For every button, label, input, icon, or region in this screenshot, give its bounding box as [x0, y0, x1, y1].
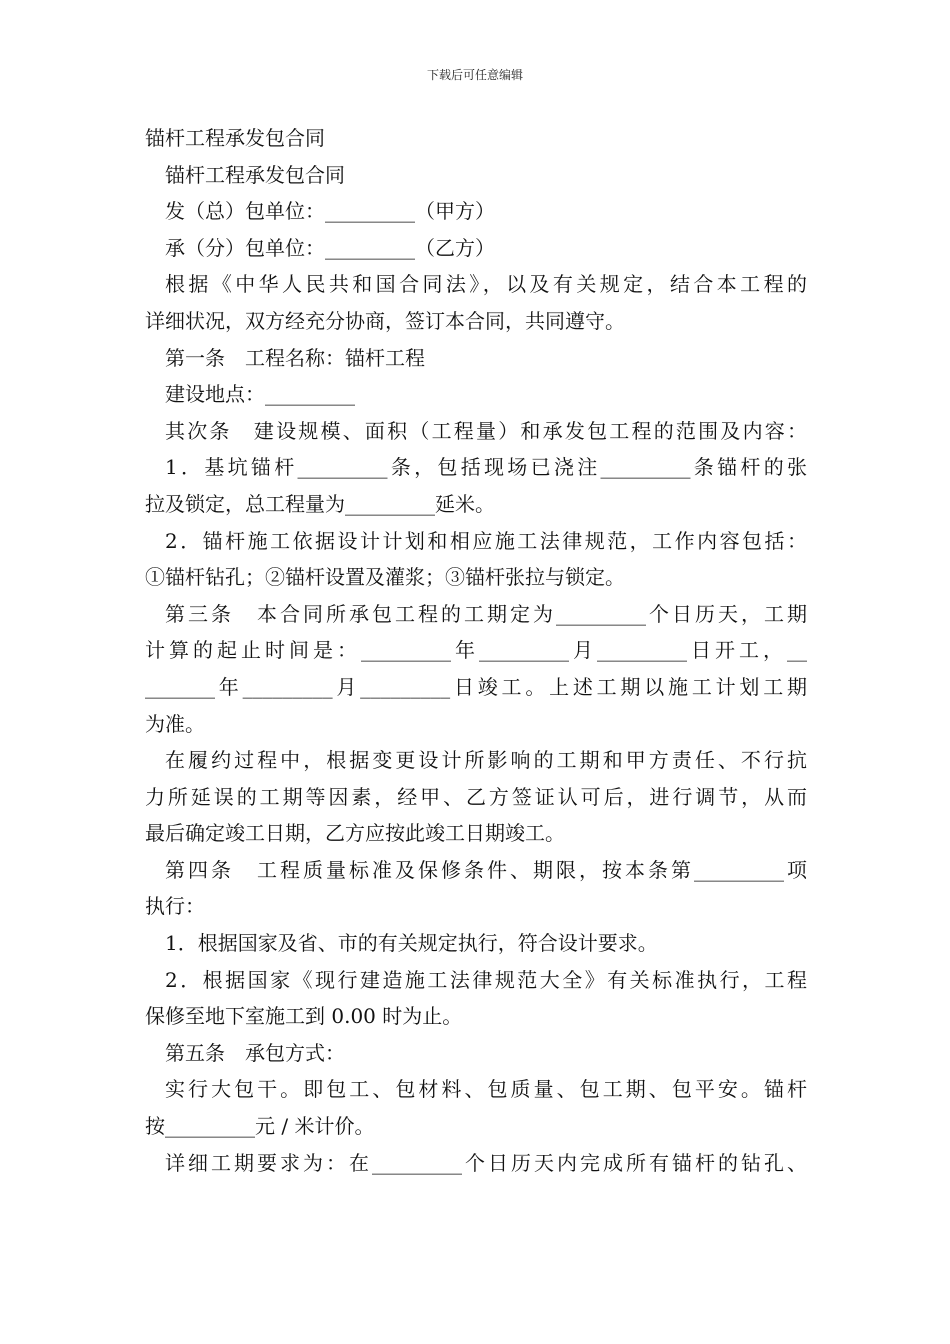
document-line: ①锚杆钻孔；②锚杆设置及灌浆；③锚杆张拉与锁定。 [145, 565, 625, 590]
document-line: 锚杆工程承发包合同 [165, 162, 345, 187]
document-line: 力所延误的工期等因素，经甲、乙方签证认可后，进行调节，从而 [145, 784, 807, 809]
document-line: 计算的起止时间是：_________年_________月_________日开工，__ [145, 638, 807, 663]
document-line: 按_________元 / 米计价。 [145, 1114, 375, 1139]
document-line: 2．锚杆施工依据设计计划和相应施工法律规范，工作内容包括： [165, 528, 807, 553]
document-line: 实行大包干。即包工、包材料、包质量、包工期、包平安。锚杆 [165, 1077, 807, 1102]
document-line: 其次条 建设规模、面积（工程量）和承发包工程的范围及内容： [165, 418, 807, 443]
document-line: 2．根据国家《现行建造施工法律规范大全》有关标准执行，工程 [165, 967, 807, 992]
document-line: 第四条 工程质量标准及保修条件、期限，按本条第_________项 [165, 857, 807, 882]
document-body [145, 120, 807, 1181]
document-line: 发（总）包单位：_________（甲方） [165, 199, 495, 224]
document-line: 详细状况，双方经充分协商，签订本合同，共同遵守。 [145, 308, 625, 333]
document-title: 锚杆工程承发包合同 [145, 126, 325, 150]
document-line: 第五条 承包方式： [165, 1040, 345, 1065]
document-line: 建设地点：_________ [165, 382, 355, 407]
document-line: 根据《中华人民共和国合同法》，以及有关规定，结合本工程的 [165, 272, 807, 297]
document-line: 第一条 工程名称：锚杆工程 [165, 345, 425, 370]
document-line: _______年_________月_________日竣工。上述工期以施工计划工期 [145, 674, 807, 699]
document-line: 1．基坑锚杆_________条，包括现场已浇注_________条锚杆的张 [165, 455, 807, 480]
document-line: 承（分）包单位：_________（乙方） [165, 235, 495, 260]
document-line: 详细工期要求为：在_________个日历天内完成所有锚杆的钻孔、 [165, 1150, 807, 1175]
document-line: 在履约过程中，根据变更设计所影响的工期和甲方责任、不行抗 [165, 748, 807, 773]
document-line: 保修至地下室施工到 0.00 时为止。 [145, 1004, 463, 1029]
page-header-note: 下载后可任意编辑 [426, 68, 523, 82]
document-line: 执行： [145, 894, 205, 919]
document-line: 为准。 [145, 711, 205, 736]
document-line: 第三条 本合同所承包工程的工期定为_________个日历天，工期 [165, 601, 807, 626]
document-line: 最后确定竣工日期，乙方应按此竣工日期竣工。 [145, 821, 565, 846]
document-line: 拉及锁定，总工程量为_________延米。 [145, 491, 495, 516]
document-line: 1．根据国家及省、市的有关规定执行，符合设计要求。 [165, 931, 658, 956]
